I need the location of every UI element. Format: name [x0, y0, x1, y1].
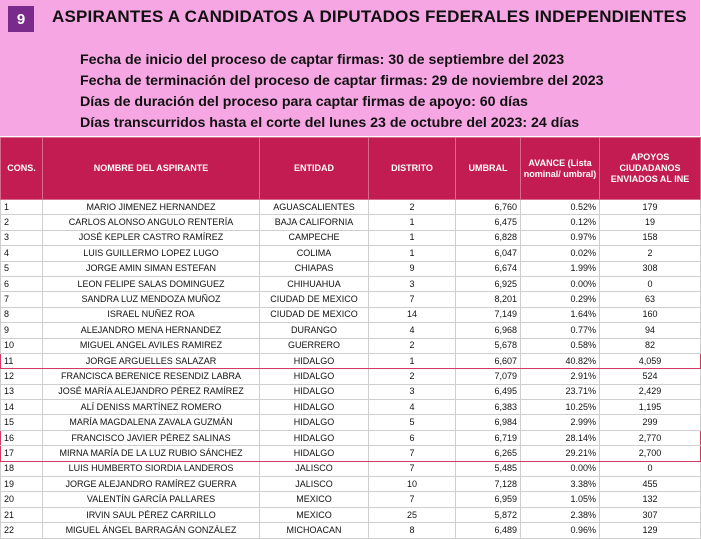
cell-cons: 2 — [1, 215, 43, 230]
cell-distrito: 7 — [369, 292, 456, 307]
cell-umbral: 5,485 — [456, 461, 521, 476]
cell-apoyos: 179 — [600, 200, 701, 215]
cell-distrito: 4 — [369, 323, 456, 338]
cell-umbral: 6,828 — [456, 230, 521, 245]
cell-avance: 0.97% — [521, 230, 600, 245]
cell-distrito: 25 — [369, 507, 456, 522]
col-header-cons: CONS. — [1, 138, 43, 200]
cell-umbral: 8,201 — [456, 292, 521, 307]
cell-distrito: 9 — [369, 261, 456, 276]
cell-avance: 0.00% — [521, 276, 600, 291]
table-row — [1, 507, 701, 522]
cell-umbral: 6,674 — [456, 261, 521, 276]
cell-nombre: MIGUEL ÁNGEL BARRAGÁN GONZÁLEZ — [43, 523, 260, 538]
cell-distrito: 1 — [369, 215, 456, 230]
cell-apoyos: 0 — [600, 461, 701, 476]
cell-entidad: HIDALGO — [260, 415, 369, 430]
cell-umbral: 6,489 — [456, 523, 521, 538]
cell-avance: 28.14% — [521, 430, 600, 445]
cell-umbral: 6,495 — [456, 384, 521, 399]
cell-cons: 4 — [1, 246, 43, 261]
cell-umbral: 7,128 — [456, 477, 521, 492]
cell-entidad: CHIHUAHUA — [260, 276, 369, 291]
cell-avance: 2.38% — [521, 507, 600, 522]
cell-apoyos: 158 — [600, 230, 701, 245]
cell-entidad: HIDALGO — [260, 400, 369, 415]
cell-cons: 18 — [1, 461, 43, 476]
cell-distrito: 7 — [369, 446, 456, 461]
cell-umbral: 6,925 — [456, 276, 521, 291]
cell-nombre: MIGUEL ANGEL AVILES RAMIREZ — [43, 338, 260, 353]
cell-avance: 3.38% — [521, 477, 600, 492]
cell-distrito: 3 — [369, 276, 456, 291]
process-info — [80, 50, 604, 134]
cell-distrito: 2 — [369, 369, 456, 384]
col-header-umbral: UMBRAL — [456, 138, 521, 200]
table-row — [1, 430, 701, 445]
cell-avance: 2.91% — [521, 369, 600, 384]
table-row — [1, 215, 701, 230]
cell-nombre: JOSÉ KEPLER CASTRO RAMÍREZ — [43, 230, 260, 245]
cell-distrito: 8 — [369, 523, 456, 538]
cell-entidad: HIDALGO — [260, 353, 369, 368]
table-row — [1, 307, 701, 322]
cell-apoyos: 160 — [600, 307, 701, 322]
cell-nombre: MARÍA MAGDALENA ZAVALA GUZMÁN — [43, 415, 260, 430]
cell-avance: 0.02% — [521, 246, 600, 261]
cell-distrito: 4 — [369, 400, 456, 415]
cell-entidad: HIDALGO — [260, 446, 369, 461]
info-start-date: Fecha de inicio del proceso de captar firmas: 30 de septiembre del 2023 — [80, 52, 565, 68]
cell-umbral: 6,383 — [456, 400, 521, 415]
cell-umbral: 6,760 — [456, 200, 521, 215]
cell-distrito: 2 — [369, 200, 456, 215]
cell-avance: 1.05% — [521, 492, 600, 507]
cell-cons: 14 — [1, 400, 43, 415]
cell-umbral: 7,079 — [456, 369, 521, 384]
cell-nombre: MARIO JIMENEZ HERNANDEZ — [43, 200, 260, 215]
cell-entidad: CAMPECHE — [260, 230, 369, 245]
table-row — [1, 353, 701, 368]
cell-nombre: JORGE ARGUELLES SALAZAR — [43, 353, 260, 368]
cell-umbral: 6,984 — [456, 415, 521, 430]
cell-distrito: 7 — [369, 461, 456, 476]
table-row — [1, 492, 701, 507]
cell-umbral: 6,959 — [456, 492, 521, 507]
cell-umbral: 6,968 — [456, 323, 521, 338]
cell-nombre: CARLOS ALONSO ANGULO RENTERÍA — [43, 215, 260, 230]
table-row — [1, 415, 701, 430]
cell-nombre: JOSÉ MARÍA ALEJANDRO PÉREZ RAMÍREZ — [43, 384, 260, 399]
cell-apoyos: 19 — [600, 215, 701, 230]
cell-cons: 5 — [1, 261, 43, 276]
cell-avance: 0.29% — [521, 292, 600, 307]
col-header-avance: AVANCE (Lista nominal/ umbral) — [521, 138, 600, 200]
cell-avance: 0.58% — [521, 338, 600, 353]
cell-nombre: LUIS HUMBERTO SIORDIA LANDEROS — [43, 461, 260, 476]
cell-nombre: FRANCISCO JAVIER PÉREZ SALINAS — [43, 430, 260, 445]
cell-apoyos: 82 — [600, 338, 701, 353]
cell-entidad: MICHOACAN — [260, 523, 369, 538]
cell-avance: 2.99% — [521, 415, 600, 430]
cell-avance: 0.12% — [521, 215, 600, 230]
cell-avance: 40.82% — [521, 353, 600, 368]
cell-umbral: 5,678 — [456, 338, 521, 353]
col-header-distrito: DISTRITO — [369, 138, 456, 200]
cell-entidad: DURANGO — [260, 323, 369, 338]
cell-distrito: 6 — [369, 430, 456, 445]
cell-apoyos: 132 — [600, 492, 701, 507]
cell-apoyos: 307 — [600, 507, 701, 522]
cell-apoyos: 63 — [600, 292, 701, 307]
cell-umbral: 6,607 — [456, 353, 521, 368]
cell-distrito: 3 — [369, 384, 456, 399]
cell-cons: 20 — [1, 492, 43, 507]
cell-distrito: 5 — [369, 415, 456, 430]
cell-distrito: 1 — [369, 230, 456, 245]
cell-distrito: 14 — [369, 307, 456, 322]
cell-distrito: 1 — [369, 246, 456, 261]
cell-cons: 9 — [1, 323, 43, 338]
table-row — [1, 246, 701, 261]
info-end-date: Fecha de terminación del proceso de captar firmas: 29 de noviembre del 2023 — [80, 73, 604, 89]
cell-apoyos: 2 — [600, 246, 701, 261]
cell-cons: 19 — [1, 477, 43, 492]
cell-nombre: LUIS GUILLERMO LOPEZ LUGO — [43, 246, 260, 261]
cell-nombre: JORGE AMIN SIMAN ESTEFAN — [43, 261, 260, 276]
cell-umbral: 6,475 — [456, 215, 521, 230]
table-row — [1, 523, 701, 538]
cell-apoyos: 4,059 — [600, 353, 701, 368]
cell-nombre: VALENTÍN GARCÍA PALLARES — [43, 492, 260, 507]
cell-nombre: ALÍ DENISS MARTÍNEZ ROMERO — [43, 400, 260, 415]
table-row — [1, 200, 701, 215]
col-header-entidad: ENTIDAD — [260, 138, 369, 200]
cell-avance: 0.77% — [521, 323, 600, 338]
cell-nombre: LEON FELIPE SALAS DOMINGUEZ — [43, 276, 260, 291]
cell-entidad: CIUDAD DE MEXICO — [260, 292, 369, 307]
cell-entidad: HIDALGO — [260, 430, 369, 445]
table-row — [1, 323, 701, 338]
cell-nombre: ISRAEL NUÑEZ ROA — [43, 307, 260, 322]
cell-nombre: MIRNA MARÍA DE LA LUZ RUBIO SÁNCHEZ — [43, 446, 260, 461]
cell-umbral: 6,265 — [456, 446, 521, 461]
table-row — [1, 261, 701, 276]
table-header-row — [1, 138, 701, 200]
cell-apoyos: 2,429 — [600, 384, 701, 399]
candidates-table — [0, 137, 701, 539]
report-header — [0, 0, 700, 136]
table-row — [1, 384, 701, 399]
table-row — [1, 477, 701, 492]
cell-umbral: 6,047 — [456, 246, 521, 261]
info-duration: Días de duración del proceso para captar firmas de apoyo: 60 días — [80, 94, 528, 110]
cell-cons: 8 — [1, 307, 43, 322]
cell-apoyos: 1,195 — [600, 400, 701, 415]
cell-distrito: 1 — [369, 353, 456, 368]
cell-apoyos: 2,770 — [600, 430, 701, 445]
page-number-badge: 9 — [8, 6, 34, 32]
cell-avance: 1.64% — [521, 307, 600, 322]
cell-avance: 29.21% — [521, 446, 600, 461]
page-title: ASPIRANTES A CANDIDATOS A DIPUTADOS FEDERALES INDEPENDIENTES — [52, 7, 687, 26]
cell-cons: 21 — [1, 507, 43, 522]
cell-umbral: 5,872 — [456, 507, 521, 522]
table-row — [1, 292, 701, 307]
cell-avance: 0.96% — [521, 523, 600, 538]
cell-nombre: ALEJANDRO MENA HERNANDEZ — [43, 323, 260, 338]
col-header-nombre: NOMBRE DEL ASPIRANTE — [43, 138, 260, 200]
cell-distrito: 2 — [369, 338, 456, 353]
cell-entidad: COLIMA — [260, 246, 369, 261]
cell-nombre: SANDRA LUZ MENDOZA MUÑOZ — [43, 292, 260, 307]
cell-apoyos: 94 — [600, 323, 701, 338]
table-row — [1, 400, 701, 415]
cell-cons: 15 — [1, 415, 43, 430]
cell-cons: 10 — [1, 338, 43, 353]
col-header-apoyos: APOYOS CIUDADANOS ENVIADOS AL INE — [600, 138, 701, 200]
cell-apoyos: 2,700 — [600, 446, 701, 461]
cell-entidad: CIUDAD DE MEXICO — [260, 307, 369, 322]
cell-avance: 1.99% — [521, 261, 600, 276]
cell-avance: 0.00% — [521, 461, 600, 476]
cell-apoyos: 129 — [600, 523, 701, 538]
cell-cons: 11 — [1, 353, 43, 368]
cell-nombre: FRANCISCA BERENICE RESENDIZ LABRA — [43, 369, 260, 384]
cell-entidad: HIDALGO — [260, 384, 369, 399]
cell-entidad: HIDALGO — [260, 369, 369, 384]
cell-avance: 10.25% — [521, 400, 600, 415]
cell-cons: 16 — [1, 430, 43, 445]
table-row — [1, 276, 701, 291]
cell-cons: 12 — [1, 369, 43, 384]
table-row — [1, 338, 701, 353]
cell-cons: 13 — [1, 384, 43, 399]
cell-cons: 1 — [1, 200, 43, 215]
cell-distrito: 7 — [369, 492, 456, 507]
table-row — [1, 446, 701, 461]
info-elapsed-days: Días transcurridos hasta el corte del lunes 23 de octubre del 2023: 24 días — [80, 115, 580, 131]
table-row — [1, 369, 701, 384]
cell-apoyos: 308 — [600, 261, 701, 276]
cell-entidad: JALISCO — [260, 461, 369, 476]
cell-umbral: 6,719 — [456, 430, 521, 445]
table-row — [1, 230, 701, 245]
cell-apoyos: 299 — [600, 415, 701, 430]
cell-apoyos: 0 — [600, 276, 701, 291]
cell-apoyos: 455 — [600, 477, 701, 492]
cell-cons: 22 — [1, 523, 43, 538]
table-row — [1, 461, 701, 476]
cell-cons: 17 — [1, 446, 43, 461]
cell-entidad: BAJA CALIFORNIA — [260, 215, 369, 230]
cell-avance: 23.71% — [521, 384, 600, 399]
cell-cons: 6 — [1, 276, 43, 291]
cell-apoyos: 524 — [600, 369, 701, 384]
cell-entidad: GUERRERO — [260, 338, 369, 353]
cell-entidad: MEXICO — [260, 507, 369, 522]
cell-cons: 7 — [1, 292, 43, 307]
cell-cons: 3 — [1, 230, 43, 245]
cell-distrito: 10 — [369, 477, 456, 492]
cell-entidad: AGUASCALIENTES — [260, 200, 369, 215]
cell-nombre: IRVIN SAUL PÉREZ CARRILLO — [43, 507, 260, 522]
cell-avance: 0.52% — [521, 200, 600, 215]
cell-umbral: 7,149 — [456, 307, 521, 322]
cell-entidad: MEXICO — [260, 492, 369, 507]
cell-nombre: JORGE ALEJANDRO RAMÍREZ GUERRA — [43, 477, 260, 492]
cell-entidad: CHIAPAS — [260, 261, 369, 276]
cell-entidad: JALISCO — [260, 477, 369, 492]
